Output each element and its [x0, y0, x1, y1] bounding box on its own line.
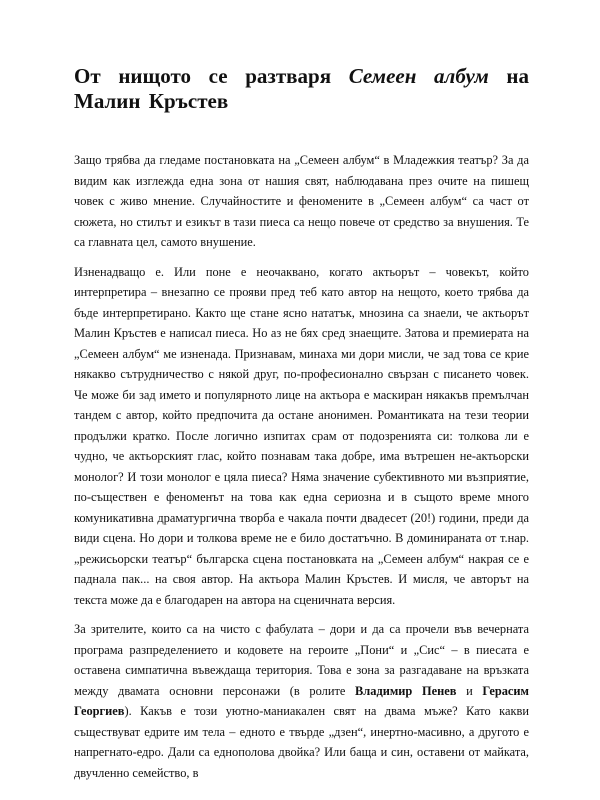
article-title [74, 64, 529, 114]
actor-name-1: Владимир Пенев [355, 683, 457, 698]
paragraph-2: Изненадващо е. Или поне е неочаквано, когато актьорът – човекът, който интерпретира – внезапно се прояви пред теб като автор на нещото, което трябва да бъде интерпретирано. Както ще стане ясно нататък, мнозина са знаели, че актьорът Малин Кръстев е написал пиеса. Но аз не бях сред знаещите. Затова и премиерата на „Семеен албум“ ме изненада. Признавам, минаха ми дори мисли, че зад това се крие някакво сътрудничество с някой друг, по-професионално свързан с писането човек. Че може би зад името и популярното лице на актьора е маскиран някакъв премълчан тандем с автор, който предпочита да остане анонимен. Романтиката на тези теории продължи кратко. После логично изпитах срам от подозренията си: толкова ли е чудно, че актьорският глас, който познавам така добре, има вътрешен не-актьорски монолог? И този монолог е цяла пиеса? Няма значение субективното ми възприятие, по-съществен е феноменът на това как една сериозна и в същото време много комуникативна драматургична творба е чакала почти двадесет (20!) години, преди да види сцена. Но дори и толкова време не е било достатъчно. В доминираната от т.нар. „режисьорски театър“ българска сцена постановката на „Семеен албум“ накрая се е паднала пак... на своя автор. На актьора Малин Кръстев. И мисля, че авторът на текста може да е благодарен на автора на сценичната версия. [74, 264, 529, 607]
paragraph-1: Защо трябва да гледаме постановката на „Семеен албум“ в Младежкия театър? За да видим как изглежда една зона от нашия свят, наблюдавана през очите на пишещ човек с живо мнение. Случайностите и феномените в „Семеен албум“ са част от сюжета, но стилът и езикът в тази пиеса са нещо повече от средство за внушения. Те са главната цел, самото внушение. [74, 153, 529, 249]
article-body [74, 150, 529, 783]
title-text-start: От нищото се разтваря [74, 64, 349, 88]
actor-name-2: Герасим Георгиев [74, 683, 529, 718]
title-play-name: Семеен албум [348, 64, 489, 88]
article [74, 64, 529, 792]
title-text-end: на Малин Кръстев [74, 64, 529, 113]
paragraph-3-conjunction: и [456, 683, 483, 698]
paragraph-3 [74, 619, 529, 783]
paragraph-3-end: ). Какъв е този уютно-маниакален свят на двама мъже? Като какви съществуват едрите им тела – едното е твърде „дзен“, инертно-масивно, а другото е напрегнато-едро. Дали са еднополова двойка? Или баща и син, оставени от майката, двучленно семейство, в [74, 704, 529, 780]
paragraph-3-start: За зрителите, които са на чисто с фабулата – дори и да са прочели във вечерната програма разпределението и кодовете на героите „Пони“ и „Сис“ – в пиесата е оставена симпатична въвеждаща територия. Това е зона за разгадаване на връзката между двамата основни персонажи (в ролите [74, 622, 529, 698]
